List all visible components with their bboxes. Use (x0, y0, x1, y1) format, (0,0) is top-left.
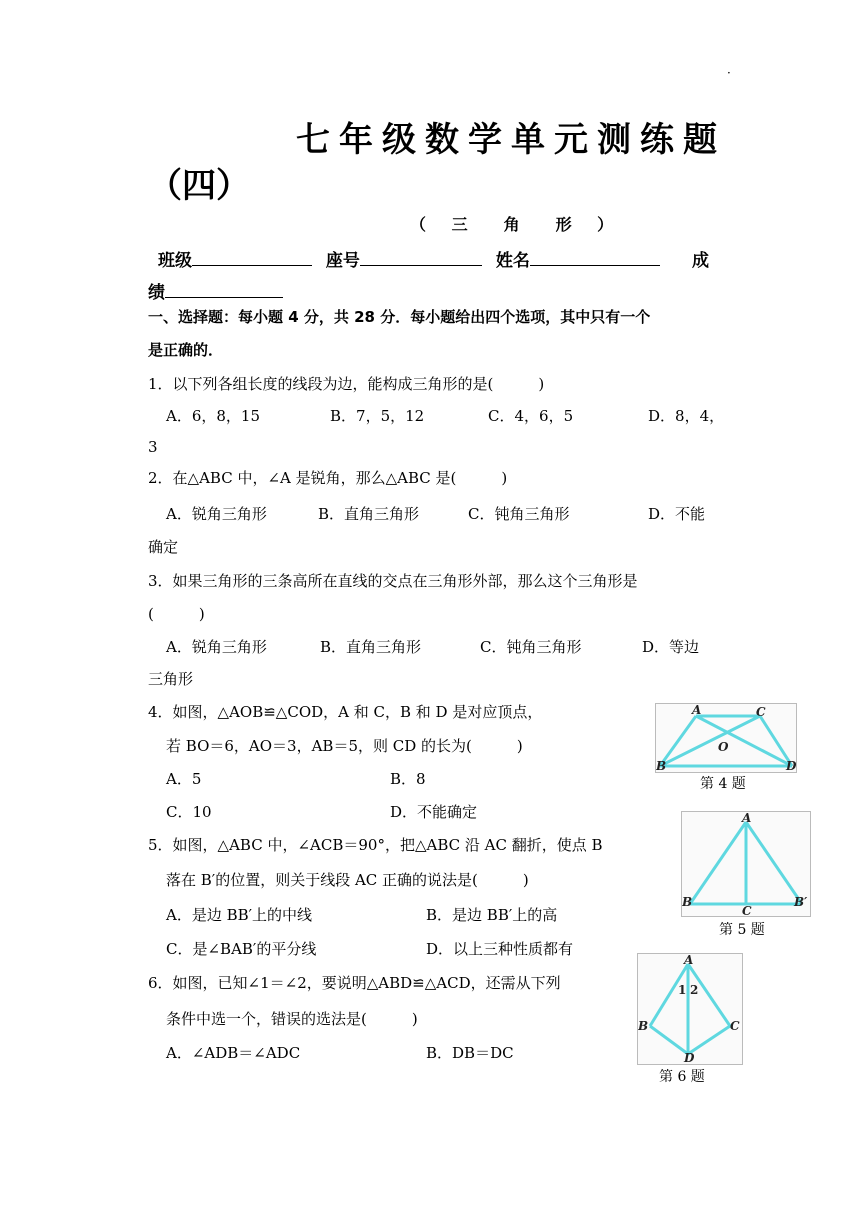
figure-q4-caption: 第 4 题 (700, 776, 746, 792)
q6-option-b[interactable]: B．DB＝DC (426, 1044, 514, 1062)
fig6-label-angle2: 2 (690, 983, 699, 997)
q5-option-a[interactable]: A．是边 BB′上的中线 (166, 906, 313, 924)
score-blank[interactable] (165, 281, 283, 298)
fig6-label-angle1: 1 (678, 983, 687, 997)
score-row (148, 278, 283, 303)
q4-option-d[interactable]: D．不能确定 (390, 803, 478, 821)
class-label: 班级 (158, 251, 192, 271)
q2-stem: 2．在△ABC 中，∠A 是锐角，那么△ABC 是( ) (148, 469, 508, 487)
section-heading-line2: 是正确的． (148, 341, 224, 359)
class-blank[interactable] (192, 249, 312, 266)
q5-stem-wrap: 落在 B′的位置，则关于线段 AC 正确的说法是( ) (166, 871, 529, 889)
q3-stem: 3．如果三角形的三条高所在直线的交点在三角形外部，那么这个三角形是 (148, 572, 638, 590)
student-info-row (158, 246, 660, 271)
q2-option-b[interactable]: B．直角三角形 (318, 505, 420, 523)
q6-stem-wrap: 条件中选一个，错误的选法是( ) (166, 1010, 418, 1028)
fig4-label-c: C (756, 705, 766, 719)
section-heading-line1: 一、选择题：每小题 4 分，共 28 分．每小题给出四个选项，其中只有一个 (148, 308, 651, 326)
q2-option-a[interactable]: A．锐角三角形 (166, 505, 267, 523)
name-label: 姓名 (495, 251, 530, 271)
q1-option-b[interactable]: B．7，5，12 (330, 407, 425, 425)
q4-option-a[interactable]: A．5 (166, 770, 202, 788)
q2-option-d-wrap: 确定 (148, 538, 179, 556)
fig4-label-b: B (656, 759, 667, 773)
q4-option-c[interactable]: C．10 (166, 803, 212, 821)
page-title-paren: （四） (148, 166, 250, 206)
fig4-label-a: A (692, 703, 702, 717)
q3-option-c[interactable]: C．钝角三角形 (480, 638, 582, 656)
figure-q5-caption: 第 5 题 (719, 922, 765, 938)
figure-q6 (637, 953, 743, 1065)
q3-stem-wrap: ( ) (148, 605, 205, 623)
seat-blank[interactable] (360, 249, 482, 266)
fig6-label-d: D (684, 1051, 695, 1065)
q5-option-c[interactable]: C．是∠BAB′的平分线 (166, 940, 317, 958)
corner-dot: · (727, 66, 731, 80)
q5-option-d[interactable]: D．以上三种性质都有 (426, 940, 574, 958)
fig5-label-b: B (682, 895, 693, 909)
fig6-segment-bd (650, 1026, 688, 1054)
seat-label: 座号 (325, 251, 360, 271)
fig5-label-c: C (742, 904, 752, 917)
fig6-label-b: B (638, 1019, 649, 1033)
q6-option-a[interactable]: A．∠ADB＝∠ADC (166, 1044, 301, 1062)
name-blank[interactable] (530, 249, 660, 266)
fig6-segment-cd (688, 1026, 730, 1054)
figure-q6-caption: 第 6 题 (659, 1069, 705, 1085)
q4-stem: 4．如图，△AOB≌△COD，A 和 C，B 和 D 是对应顶点， (148, 703, 543, 721)
score-label-part1: 成 (692, 251, 709, 271)
q1-option-c[interactable]: C．4，6，5 (488, 407, 574, 425)
fig4-label-o: O (718, 740, 729, 754)
q5-stem: 5．如图，△ABC 中，∠ACB＝90°，把△ABC 沿 AC 翻折，使点 B (148, 836, 603, 854)
figure-q4 (655, 703, 797, 773)
q1-option-d[interactable]: D．8，4， (648, 407, 725, 425)
q4-stem-wrap: 若 BO＝6，AO＝3，AB＝5，则 CD 的长为( ) (166, 737, 523, 755)
fig5-segment-ab (690, 822, 746, 904)
q1-stem: 1．以下列各组长度的线段为边，能构成三角形的是( ) (148, 375, 545, 393)
q3-option-d[interactable]: D．等边 (642, 638, 700, 656)
q5-option-b[interactable]: B．是边 BB′上的高 (426, 906, 558, 924)
fig4-label-d: D (786, 759, 797, 773)
q3-option-a[interactable]: A．锐角三角形 (166, 638, 267, 656)
page-subtitle: （ 三 角 形 ） (410, 215, 624, 234)
q3-option-d-wrap: 三角形 (148, 670, 194, 688)
fig5-label-a: A (742, 811, 752, 825)
q4-option-b[interactable]: B．8 (390, 770, 426, 788)
fig6-label-c: C (730, 1019, 740, 1033)
q3-option-b[interactable]: B．直角三角形 (320, 638, 422, 656)
q2-option-c[interactable]: C．钝角三角形 (468, 505, 570, 523)
page-title: 七年级数学单元测练题 (296, 120, 726, 160)
q1-option-d-wrap: 3 (148, 438, 158, 456)
figure-q5 (681, 811, 811, 917)
q1-option-a[interactable]: A．6，8，15 (166, 407, 261, 425)
score-label-part2: 绩 (148, 283, 165, 303)
q6-stem: 6．如图，已知∠1＝∠2，要说明△ABD≌△ACD，还需从下列 (148, 974, 561, 992)
q2-option-d[interactable]: D．不能 (648, 505, 706, 523)
fig5-label-b-prime: B′ (794, 895, 808, 909)
fig6-label-a: A (684, 953, 694, 967)
fig5-segment-ab-prime (746, 822, 802, 904)
